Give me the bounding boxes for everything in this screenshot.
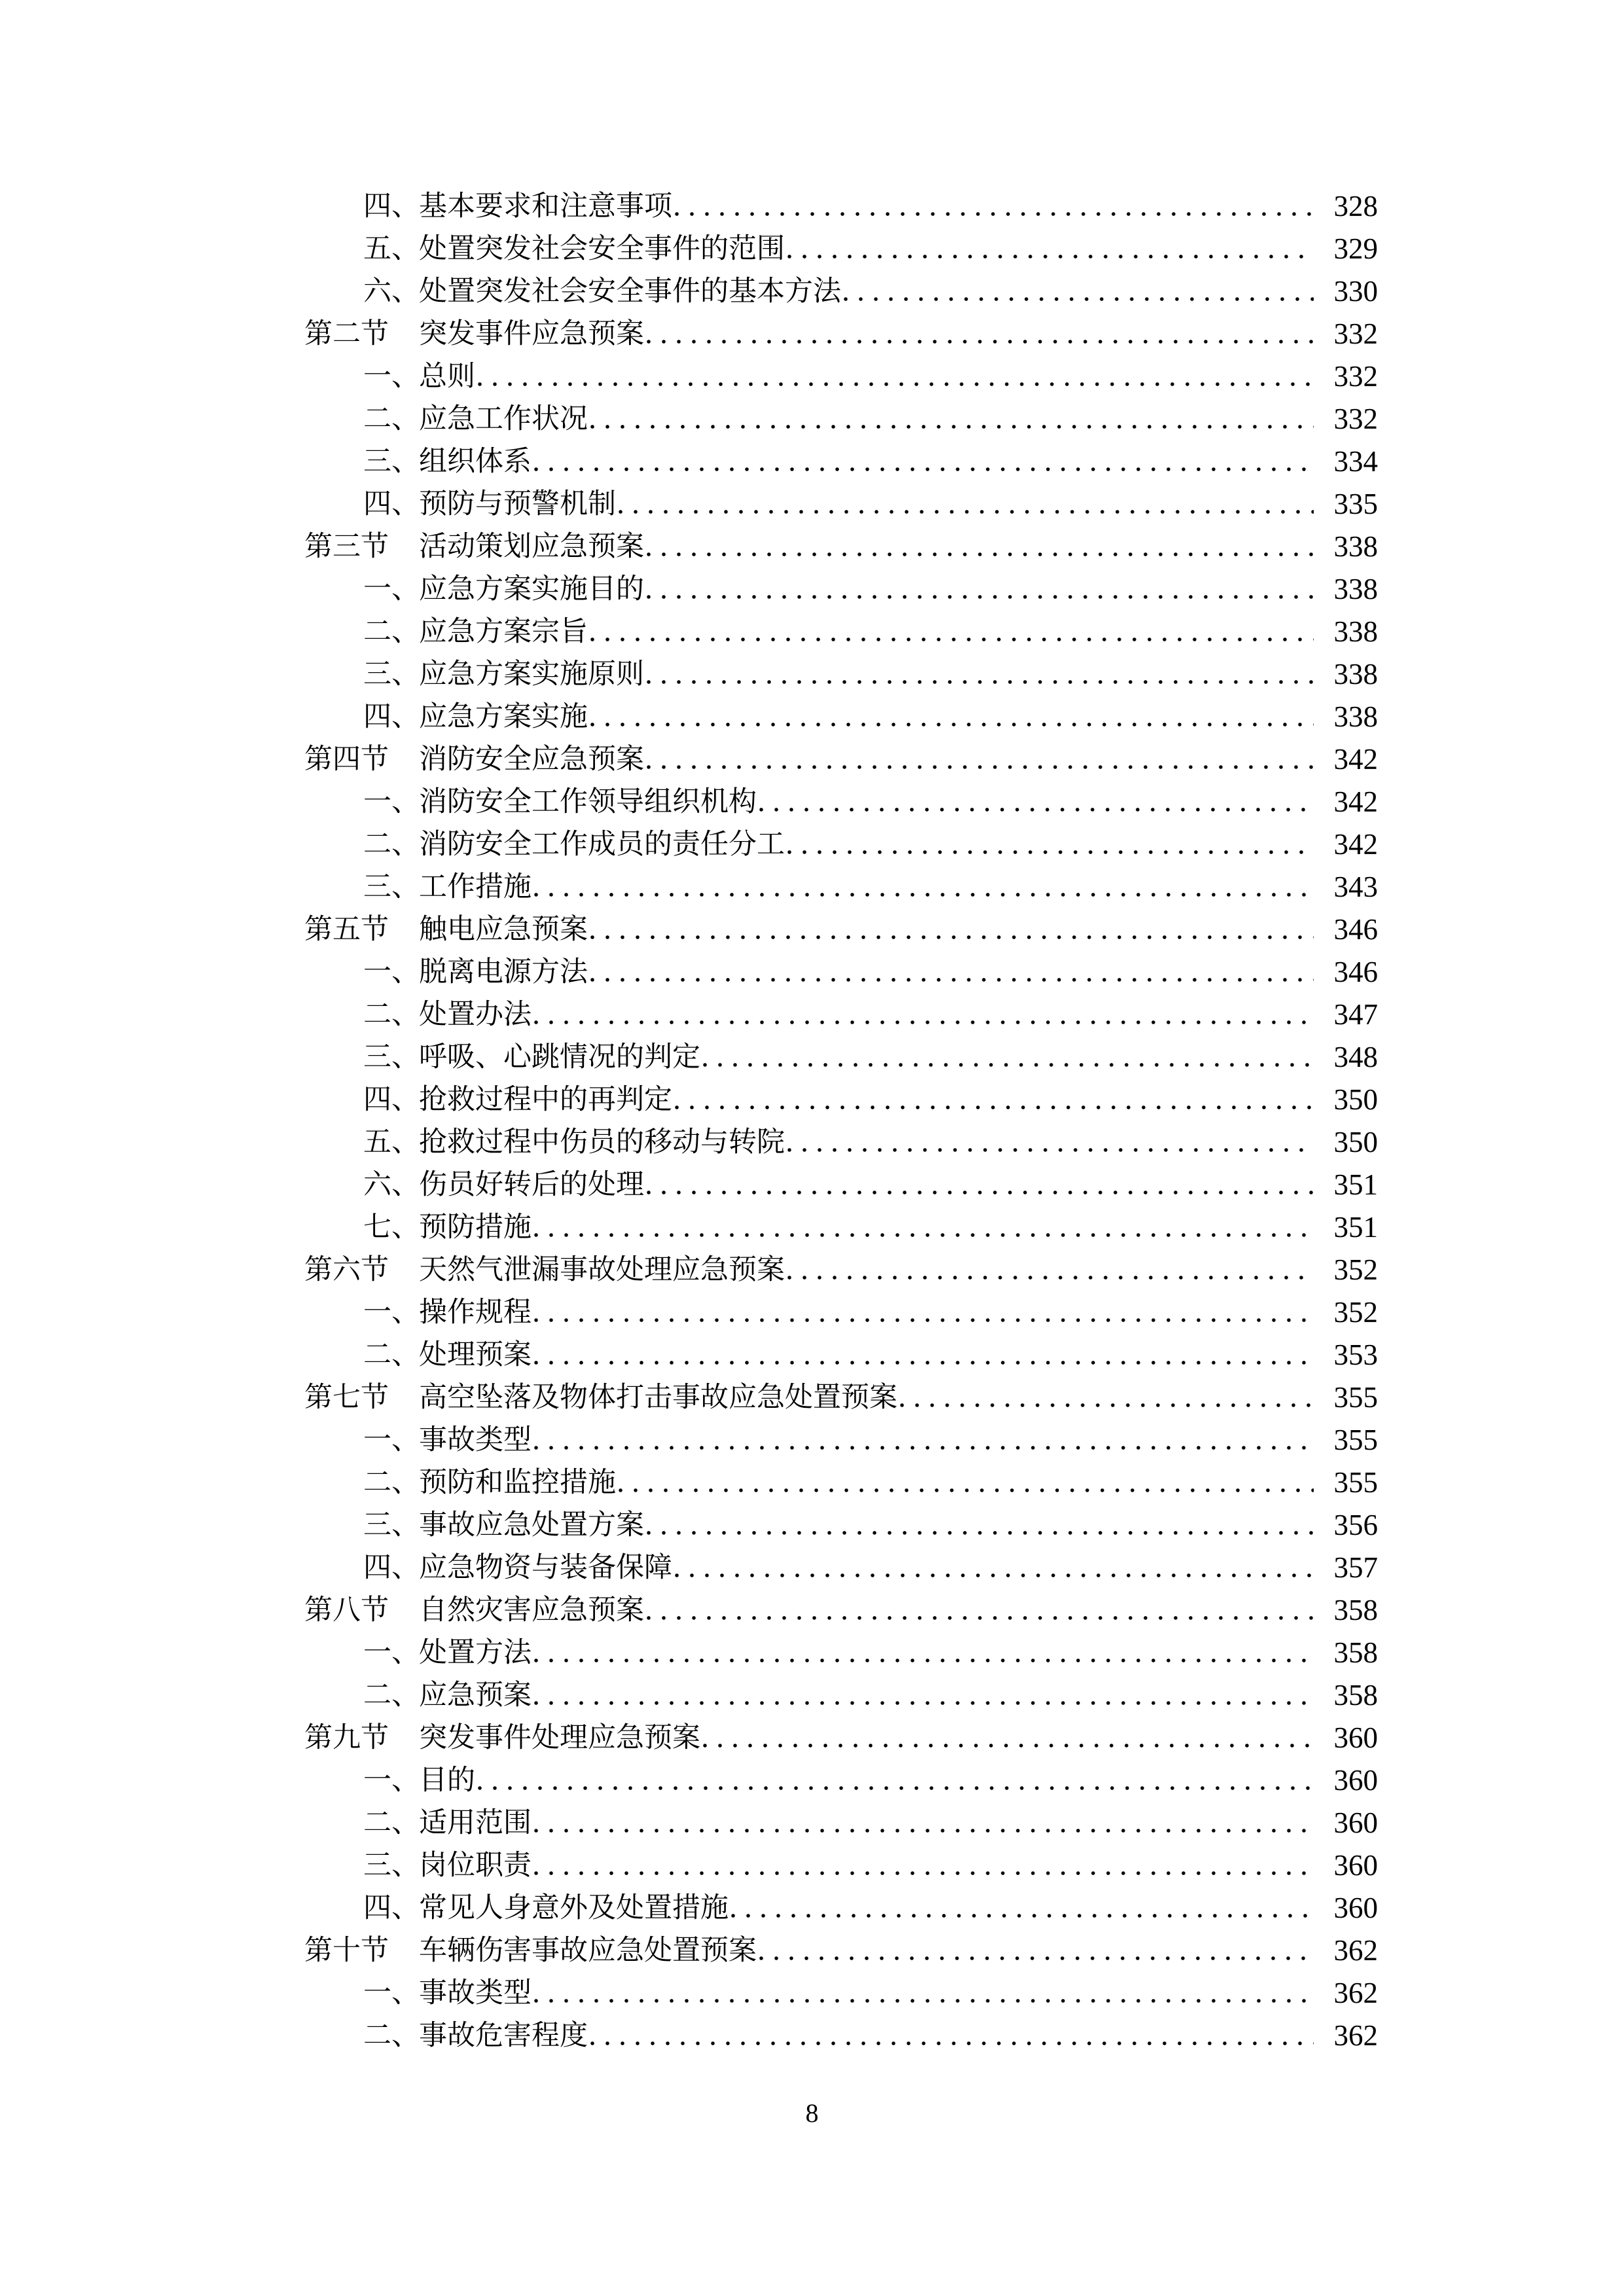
toc-entry[interactable] <box>0 1415 1624 1458</box>
dot-leader <box>647 529 1314 564</box>
toc-entry-page-number: 347 <box>1333 998 1378 1031</box>
toc-entry-title: 操作规程 <box>419 1296 532 1329</box>
toc-entry-number: 三、 <box>363 445 420 478</box>
toc-entry-page-number: 346 <box>1333 956 1378 988</box>
toc-entry[interactable] <box>0 1075 1624 1117</box>
toc-entry[interactable] <box>0 1628 1624 1670</box>
toc-entry[interactable] <box>0 990 1624 1032</box>
toc-entry-title: 抢救过程中伤员的移动与转院 <box>419 1126 785 1158</box>
toc-entry-number: 一、 <box>363 1296 420 1329</box>
toc-entry[interactable] <box>0 309 1624 351</box>
toc-entry-title: 事故类型 <box>419 1424 532 1456</box>
toc-entry-number: 三、 <box>363 1041 420 1073</box>
toc-entry-number: 四、 <box>363 1551 420 1584</box>
dot-leader <box>478 1763 1314 1798</box>
toc-entry-title: 应急方案实施目的 <box>419 573 644 605</box>
toc-entry-number: 六、 <box>363 275 420 308</box>
toc-entry-page-number: 360 <box>1333 1721 1378 1754</box>
toc-entry-number: 第三节 <box>304 530 389 563</box>
toc-entry[interactable] <box>0 1245 1624 1287</box>
toc-entry[interactable] <box>0 522 1624 564</box>
toc-entry-page-number: 360 <box>1333 1806 1378 1839</box>
toc-entry-number: 第五节 <box>304 913 389 946</box>
toc-entry[interactable] <box>0 2011 1624 2053</box>
toc-entry[interactable] <box>0 479 1624 522</box>
toc-entry-page-number: 362 <box>1333 2019 1378 2052</box>
table-of-contents-list <box>0 181 1624 2053</box>
toc-entry-number: 三、 <box>363 1849 420 1882</box>
toc-entry[interactable] <box>0 1372 1624 1415</box>
toc-entry-number: 二、 <box>363 998 420 1031</box>
toc-entry-page-number: 338 <box>1333 615 1378 648</box>
toc-entry-number: 第二节 <box>304 317 389 350</box>
dot-leader <box>787 827 1314 862</box>
dot-leader <box>787 1124 1314 1160</box>
dot-leader <box>844 274 1314 309</box>
toc-entry[interactable] <box>0 1202 1624 1245</box>
toc-entry-page-number: 355 <box>1333 1466 1378 1499</box>
toc-entry-number: 一、 <box>363 360 420 393</box>
toc-entry-page-number: 355 <box>1333 1424 1378 1456</box>
toc-entry-title: 伤员好转后的处理 <box>419 1168 644 1201</box>
toc-entry[interactable] <box>0 1330 1624 1372</box>
toc-entry[interactable] <box>0 1287 1624 1330</box>
toc-entry[interactable] <box>0 1160 1624 1202</box>
dot-leader <box>647 316 1314 351</box>
dot-leader <box>534 869 1314 905</box>
toc-entry-title: 处置突发社会安全事件的基本方法 <box>419 275 841 308</box>
toc-entry-page-number: 362 <box>1333 1977 1378 2009</box>
toc-entry-number: 四、 <box>363 190 420 223</box>
dot-leader <box>478 359 1314 394</box>
toc-entry-number: 二、 <box>363 615 420 648</box>
toc-entry-page-number: 343 <box>1333 870 1378 903</box>
toc-entry-title: 应急物资与装备保障 <box>419 1551 672 1584</box>
toc-entry-page-number: 332 <box>1333 360 1378 393</box>
dot-leader <box>534 1635 1314 1670</box>
dot-leader <box>534 997 1314 1032</box>
toc-entry-title: 自然灾害应急预案 <box>419 1594 644 1626</box>
toc-entry[interactable] <box>0 1670 1624 1713</box>
toc-entry[interactable] <box>0 1798 1624 1840</box>
toc-entry-page-number: 352 <box>1333 1253 1378 1286</box>
toc-entry[interactable] <box>0 862 1624 905</box>
toc-entry-title: 突发事件应急预案 <box>419 317 644 350</box>
toc-entry-title: 消防安全应急预案 <box>419 743 644 776</box>
toc-entry-number: 四、 <box>363 488 420 520</box>
toc-entry-number: 三、 <box>363 1509 420 1541</box>
dot-leader <box>900 1380 1314 1415</box>
toc-entry-page-number: 358 <box>1333 1594 1378 1626</box>
toc-entry-number: 三、 <box>363 870 420 903</box>
toc-entry-page-number: 356 <box>1333 1509 1378 1541</box>
toc-entry-page-number: 346 <box>1333 913 1378 946</box>
toc-entry-page-number: 358 <box>1333 1679 1378 1712</box>
toc-entry-page-number: 357 <box>1333 1551 1378 1584</box>
toc-entry-number: 四、 <box>363 700 420 733</box>
toc-entry[interactable] <box>0 394 1624 437</box>
toc-entry-page-number: 360 <box>1333 1849 1378 1882</box>
toc-entry[interactable] <box>0 649 1624 692</box>
toc-entry-title: 呼吸、心跳情况的判定 <box>419 1041 700 1073</box>
dot-leader <box>534 444 1314 479</box>
toc-entry-title: 基本要求和注意事项 <box>419 190 672 223</box>
toc-entry-title: 高空坠落及物体打击事故应急处置预案 <box>419 1381 897 1414</box>
toc-entry[interactable] <box>0 1543 1624 1585</box>
toc-entry-number: 第九节 <box>304 1721 389 1754</box>
toc-entry-number: 二、 <box>363 1338 420 1371</box>
toc-entry[interactable] <box>0 692 1624 734</box>
dot-leader <box>759 784 1314 819</box>
toc-entry-number: 第六节 <box>304 1253 389 1286</box>
toc-entry-page-number: 338 <box>1333 658 1378 691</box>
toc-entry-number: 二、 <box>363 403 420 435</box>
toc-entry-page-number: 351 <box>1333 1168 1378 1201</box>
toc-entry-title: 处置办法 <box>419 998 532 1031</box>
toc-entry-number: 第四节 <box>304 743 389 776</box>
toc-entry-number: 二、 <box>363 1466 420 1499</box>
dot-leader <box>647 571 1314 607</box>
dot-leader <box>590 401 1314 437</box>
toc-entry-number: 第八节 <box>304 1594 389 1626</box>
dot-leader <box>534 1677 1314 1713</box>
dot-leader <box>647 742 1314 777</box>
toc-entry-page-number: 329 <box>1333 232 1378 265</box>
toc-entry-page-number: 338 <box>1333 530 1378 563</box>
toc-entry[interactable] <box>0 1032 1624 1075</box>
dot-leader <box>590 614 1314 649</box>
toc-entry[interactable] <box>0 1713 1624 1755</box>
toc-entry[interactable] <box>0 1883 1624 1926</box>
dot-leader <box>647 656 1314 692</box>
toc-entry[interactable] <box>0 351 1624 394</box>
toc-entry-title: 事故危害程度 <box>419 2019 588 2052</box>
toc-entry-page-number: 360 <box>1333 1892 1378 1924</box>
dot-leader <box>703 1720 1314 1755</box>
toc-entry[interactable] <box>0 819 1624 862</box>
toc-entry[interactable] <box>0 1968 1624 2011</box>
toc-entry-title: 处置突发社会安全事件的范围 <box>419 232 785 265</box>
toc-entry-title: 触电应急预案 <box>419 913 588 946</box>
toc-entry-number: 二、 <box>363 1679 420 1712</box>
toc-entry-number: 二、 <box>363 2019 420 2052</box>
toc-entry[interactable] <box>0 1840 1624 1883</box>
toc-entry-number: 第十节 <box>304 1934 389 1967</box>
toc-entry-title: 脱离电源方法 <box>419 956 588 988</box>
dot-leader <box>534 1295 1314 1330</box>
toc-entry-number: 一、 <box>363 1636 420 1669</box>
dot-leader <box>759 1933 1314 1968</box>
toc-entry-title: 预防和监控措施 <box>419 1466 616 1499</box>
toc-entry-number: 二、 <box>363 1806 420 1839</box>
toc-entry-title: 组织体系 <box>419 445 532 478</box>
toc-entry-number: 二、 <box>363 828 420 861</box>
dot-leader <box>534 1210 1314 1245</box>
dot-leader <box>647 1592 1314 1628</box>
toc-entry-page-number: 355 <box>1333 1381 1378 1414</box>
toc-entry-title: 消防安全工作成员的责任分工 <box>419 828 785 861</box>
toc-entry-title: 处置方法 <box>419 1636 532 1669</box>
toc-entry[interactable] <box>0 905 1624 947</box>
toc-entry-title: 应急方案实施原则 <box>419 658 644 691</box>
toc-entry-page-number: 353 <box>1333 1338 1378 1371</box>
toc-entry-page-number: 352 <box>1333 1296 1378 1329</box>
dot-leader <box>675 188 1314 224</box>
toc-entry-page-number: 338 <box>1333 700 1378 733</box>
toc-entry[interactable] <box>0 1755 1624 1798</box>
toc-entry-number: 四、 <box>363 1083 420 1116</box>
toc-entry[interactable] <box>0 947 1624 990</box>
dot-leader <box>534 1337 1314 1372</box>
toc-entry[interactable] <box>0 181 1624 224</box>
toc-entry-page-number: 334 <box>1333 445 1378 478</box>
toc-entry-title: 预防措施 <box>419 1211 532 1244</box>
toc-entry[interactable] <box>0 564 1624 607</box>
toc-entry[interactable] <box>0 607 1624 649</box>
toc-entry[interactable] <box>0 1458 1624 1500</box>
dot-leader <box>590 2018 1314 2053</box>
toc-entry[interactable] <box>0 1500 1624 1543</box>
toc-entry-page-number: 332 <box>1333 317 1378 350</box>
toc-entry[interactable] <box>0 266 1624 309</box>
toc-entry[interactable] <box>0 1926 1624 1968</box>
dot-leader <box>675 1550 1314 1585</box>
dot-leader <box>647 1167 1314 1202</box>
dot-leader <box>703 1039 1314 1075</box>
toc-entry[interactable] <box>0 1585 1624 1628</box>
toc-entry-page-number: 348 <box>1333 1041 1378 1073</box>
toc-entry-title: 常见人身意外及处置措施 <box>419 1892 729 1924</box>
dot-leader <box>619 486 1314 522</box>
dot-leader <box>534 1848 1314 1883</box>
toc-entry-page-number: 342 <box>1333 828 1378 861</box>
toc-entry-title: 事故类型 <box>419 1977 532 2009</box>
toc-entry-title: 应急方案实施 <box>419 700 588 733</box>
toc-entry-number: 一、 <box>363 1977 420 2009</box>
toc-entry-title: 目的 <box>419 1764 475 1797</box>
dot-leader <box>647 1507 1314 1543</box>
toc-entry-number: 五、 <box>363 232 420 265</box>
toc-entry[interactable] <box>0 1117 1624 1160</box>
dot-leader <box>590 699 1314 734</box>
toc-entry-page-number: 350 <box>1333 1083 1378 1116</box>
toc-entry-number: 六、 <box>363 1168 420 1201</box>
toc-entry-title: 应急预案 <box>419 1679 532 1712</box>
toc-entry-page-number: 332 <box>1333 403 1378 435</box>
toc-entry-title: 总则 <box>419 360 475 393</box>
toc-entry-page-number: 360 <box>1333 1764 1378 1797</box>
toc-entry-title: 活动策划应急预案 <box>419 530 644 563</box>
dot-leader <box>534 1422 1314 1458</box>
toc-entry[interactable] <box>0 777 1624 819</box>
toc-entry-page-number: 328 <box>1333 190 1378 223</box>
toc-entry-title: 事故应急处置方案 <box>419 1509 644 1541</box>
dot-leader <box>787 231 1314 266</box>
toc-entry[interactable] <box>0 437 1624 479</box>
toc-entry-title: 天然气泄漏事故处理应急预案 <box>419 1253 785 1286</box>
toc-entry[interactable] <box>0 734 1624 777</box>
toc-entry-page-number: 351 <box>1333 1211 1378 1244</box>
dot-leader <box>731 1890 1314 1926</box>
dot-leader <box>619 1465 1314 1500</box>
toc-entry-number: 一、 <box>363 956 420 988</box>
toc-entry-number: 一、 <box>363 573 420 605</box>
toc-entry-title: 消防安全工作领导组织机构 <box>419 785 757 818</box>
toc-entry-title: 车辆伤害事故应急处置预案 <box>419 1934 757 1967</box>
toc-entry-title: 岗位职责 <box>419 1849 532 1882</box>
toc-entry-title: 处理预案 <box>419 1338 532 1371</box>
toc-entry-page-number: 335 <box>1333 488 1378 520</box>
dot-leader <box>590 954 1314 990</box>
toc-entry-number: 一、 <box>363 1764 420 1797</box>
toc-entry-title: 预防与预警机制 <box>419 488 616 520</box>
dot-leader <box>534 1975 1314 2011</box>
toc-entry-title: 突发事件处理应急预案 <box>419 1721 700 1754</box>
dot-leader <box>590 912 1314 947</box>
dot-leader <box>534 1805 1314 1840</box>
toc-entry-number: 四、 <box>363 1892 420 1924</box>
toc-entry-page-number: 358 <box>1333 1636 1378 1669</box>
toc-entry-number: 七、 <box>363 1211 420 1244</box>
toc-entry-page-number: 342 <box>1333 785 1378 818</box>
toc-entry-title: 适用范围 <box>419 1806 532 1839</box>
toc-entry-number: 五、 <box>363 1126 420 1158</box>
toc-entry-title: 应急方案宗旨 <box>419 615 588 648</box>
toc-entry[interactable] <box>0 224 1624 266</box>
toc-entry-page-number: 338 <box>1333 573 1378 605</box>
toc-entry-page-number: 350 <box>1333 1126 1378 1158</box>
footer-page-number: 8 <box>805 2098 819 2128</box>
toc-entry-page-number: 330 <box>1333 275 1378 308</box>
toc-entry-number: 三、 <box>363 658 420 691</box>
toc-entry-page-number: 362 <box>1333 1934 1378 1967</box>
toc-entry-number: 第七节 <box>304 1381 389 1414</box>
toc-entry-title: 应急工作状况 <box>419 403 588 435</box>
dot-leader <box>787 1252 1314 1287</box>
toc-entry-number: 一、 <box>363 1424 420 1456</box>
toc-entry-page-number: 342 <box>1333 743 1378 776</box>
toc-entry-title: 抢救过程中的再判定 <box>419 1083 672 1116</box>
toc-entry-number: 一、 <box>363 785 420 818</box>
dot-leader <box>675 1082 1314 1117</box>
toc-entry-title: 工作措施 <box>419 870 532 903</box>
